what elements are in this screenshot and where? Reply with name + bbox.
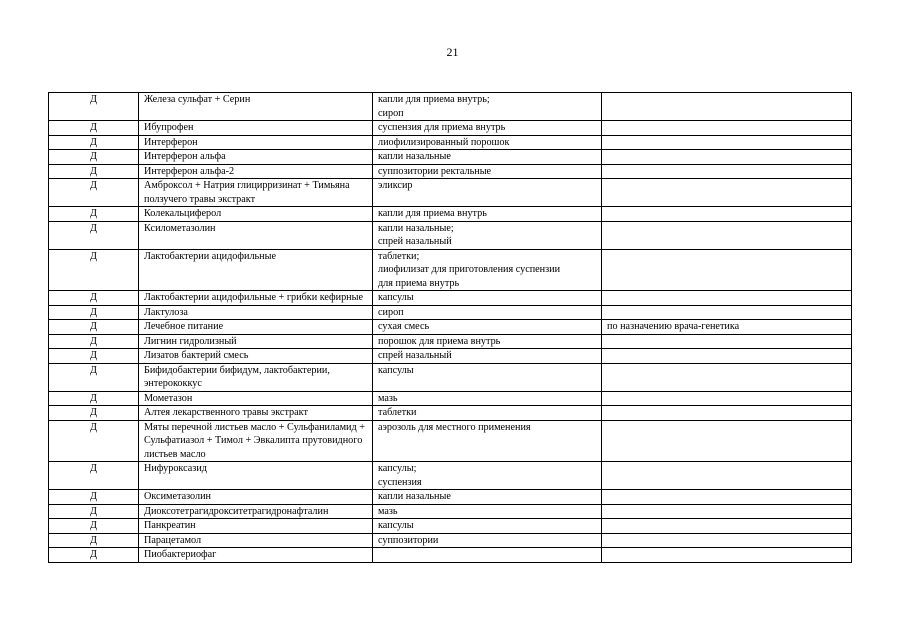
table-row [49, 391, 852, 406]
medicine-name-cell: Панкреатин [139, 519, 373, 534]
group-code-cell: Д [49, 121, 139, 136]
note-cell [602, 150, 852, 165]
medicine-name-cell: Оксиметазолин [139, 490, 373, 505]
group-code-cell: Д [49, 406, 139, 421]
table-body [49, 93, 852, 563]
dosage-form-cell [373, 533, 602, 548]
dosage-form-cell [373, 93, 602, 121]
dosage-form-cell [373, 363, 602, 391]
note-cell [602, 406, 852, 421]
dosage-form-cell [373, 249, 602, 291]
medicine-name-cell: Интерферон альфа-2 [139, 164, 373, 179]
dosage-form-cell [373, 150, 602, 165]
dosage-form-line: капли назальные; [378, 222, 454, 234]
dosage-form-line: сироп [378, 107, 404, 119]
table-row [49, 420, 852, 462]
dosage-form-line: капсулы; [378, 463, 417, 474]
dosage-form-line: порошок для приема внутрь [378, 335, 501, 347]
medicine-name-cell: Ибупрофен [139, 121, 373, 136]
dosage-form-cell [373, 504, 602, 519]
dosage-form-cell [373, 320, 602, 335]
medicine-name-cell: Амброксол + Натрия глицирризинат + Тимьяна ползучего травы экстракт [139, 179, 373, 207]
note-cell [602, 490, 852, 505]
table-row [49, 533, 852, 548]
dosage-form-line: лиофилизированный порошок [378, 136, 510, 148]
dosage-form-cell [373, 391, 602, 406]
dosage-form-line: капли назальные [378, 151, 451, 162]
group-code-cell: Д [49, 548, 139, 563]
dosage-form-line: капли назальные [378, 491, 451, 502]
medicine-name-cell: Парацетамол [139, 533, 373, 548]
medicine-name-cell: Лечебное питание [139, 320, 373, 335]
dosage-form-cell [373, 291, 602, 306]
dosage-form-cell [373, 164, 602, 179]
note-cell [602, 349, 852, 364]
dosage-form-line: эликсир [378, 180, 413, 191]
dosage-form-line: капсулы [378, 292, 414, 303]
medicine-name-cell: Мяты перечной листьев масло + Сульфаниламид + Сульфатиазол + Тимол + Эвкалипта прутовидного листьев масло [139, 420, 373, 462]
group-code-cell: Д [49, 504, 139, 519]
dosage-form-line: таблетки [378, 407, 417, 418]
table-row [49, 504, 852, 519]
note-cell [602, 391, 852, 406]
dosage-form-line: спрей назальный [378, 236, 452, 247]
note-cell [602, 135, 852, 150]
page-number: 21 [446, 45, 459, 59]
dosage-form-cell [373, 349, 602, 364]
group-code-cell: Д [49, 305, 139, 320]
medicine-name-cell: Лактобактерии ацидофильные + грибки кефирные [139, 291, 373, 306]
table-row [49, 334, 852, 349]
medicine-name-cell: Бифидобактерии бифидум, лактобактерии, энтерококкус [139, 363, 373, 391]
group-code-cell: Д [49, 179, 139, 207]
group-code-cell: Д [49, 533, 139, 548]
dosage-form-cell [373, 135, 602, 150]
dosage-form-line: лиофилизат для приготовления суспензии [378, 264, 561, 275]
table-row [49, 207, 852, 222]
table-row [49, 363, 852, 391]
medicine-name-cell: Нифуроксазид [139, 462, 373, 490]
dosage-form-line: капсулы [378, 520, 414, 531]
medicine-name-cell: Лактулоза [139, 305, 373, 320]
dosage-form-cell [373, 221, 602, 249]
note-cell [602, 221, 852, 249]
note-cell [602, 519, 852, 534]
dosage-form-cell [373, 519, 602, 534]
note-cell [602, 93, 852, 121]
dosage-form-line: капсулы [378, 364, 414, 376]
medicine-name-cell: Интерферон альфа [139, 150, 373, 165]
note-cell [602, 504, 852, 519]
group-code-cell: Д [49, 150, 139, 165]
dosage-form-cell [373, 305, 602, 320]
table-row [49, 291, 852, 306]
note-cell [602, 548, 852, 563]
dosage-form-cell [373, 406, 602, 421]
table-row [49, 462, 852, 490]
dosage-form-cell [373, 121, 602, 136]
note-cell [602, 207, 852, 222]
group-code-cell: Д [49, 349, 139, 364]
table-row [49, 519, 852, 534]
dosage-form-line: спрей назальный [378, 350, 452, 361]
medicine-name-cell: Лигнин гидролизный [139, 334, 373, 349]
table-row [49, 221, 852, 249]
dosage-form-line: мазь [378, 392, 398, 404]
table-row [49, 320, 852, 335]
group-code-cell: Д [49, 320, 139, 335]
medicine-name-cell: Лизатов бактерий смесь [139, 349, 373, 364]
table-row [49, 150, 852, 165]
table-row [49, 93, 852, 121]
dosage-form-line: капли для приема внутрь; [378, 94, 490, 105]
note-cell [602, 291, 852, 306]
group-code-cell: Д [49, 334, 139, 349]
medicine-name-cell: Диоксотетрагидрокситетрагидронафталин [139, 504, 373, 519]
dosage-form-line: для приема внутрь [378, 277, 460, 289]
medicine-name-cell: Лактобактерии ацидофильные [139, 249, 373, 291]
note-cell [602, 420, 852, 462]
medicines-table [48, 92, 852, 563]
group-code-cell: Д [49, 221, 139, 249]
group-code-cell: Д [49, 462, 139, 490]
dosage-form-cell [373, 490, 602, 505]
note-cell [602, 249, 852, 291]
dosage-form-cell [373, 548, 602, 563]
dosage-form-line: суспензия для приема внутрь [378, 122, 506, 133]
medicine-name-cell: Колекальциферол [139, 207, 373, 222]
dosage-form-line: аэрозоль для местного применения [378, 421, 531, 433]
note-cell [602, 121, 852, 136]
medicine-name-cell: Пиобактериофаг [139, 548, 373, 563]
dosage-form-line: суспензия [378, 476, 422, 488]
note-cell [602, 533, 852, 548]
dosage-form-cell [373, 207, 602, 222]
table-row [49, 305, 852, 320]
dosage-form-cell [373, 334, 602, 349]
group-code-cell: Д [49, 391, 139, 406]
note-cell [602, 179, 852, 207]
group-code-cell: Д [49, 135, 139, 150]
group-code-cell: Д [49, 420, 139, 462]
note-cell [602, 305, 852, 320]
medicine-name-cell: Мометазон [139, 391, 373, 406]
table-row [49, 548, 852, 563]
table-row [49, 249, 852, 291]
table-row [49, 349, 852, 364]
dosage-form-line: сироп [378, 306, 404, 318]
note-cell: по назначению врача-генетика [602, 320, 852, 335]
dosage-form-line: суппозитории ректальные [378, 165, 492, 177]
group-code-cell: Д [49, 93, 139, 121]
dosage-form-line: суппозитории [378, 534, 439, 546]
table-row [49, 121, 852, 136]
group-code-cell: Д [49, 207, 139, 222]
group-code-cell: Д [49, 249, 139, 291]
table-row [49, 406, 852, 421]
dosage-form-line: таблетки; [378, 250, 420, 262]
dosage-form-cell [373, 462, 602, 490]
table-row [49, 164, 852, 179]
medicine-name-cell: Железа сульфат + Серин [139, 93, 373, 121]
note-cell [602, 363, 852, 391]
table-row [49, 179, 852, 207]
medicine-name-cell: Интерферон [139, 135, 373, 150]
medicine-name-cell: Алтея лекарственного травы экстракт [139, 406, 373, 421]
note-cell [602, 164, 852, 179]
note-cell [602, 334, 852, 349]
group-code-cell: Д [49, 291, 139, 306]
group-code-cell: Д [49, 363, 139, 391]
dosage-form-cell [373, 179, 602, 207]
dosage-form-line: сухая смесь [378, 321, 430, 332]
group-code-cell: Д [49, 490, 139, 505]
group-code-cell: Д [49, 519, 139, 534]
dosage-form-line: мазь [378, 505, 398, 517]
group-code-cell: Д [49, 164, 139, 179]
table-row [49, 490, 852, 505]
note-cell [602, 462, 852, 490]
dosage-form-line: капли для приема внутрь [378, 208, 487, 219]
table-row [49, 135, 852, 150]
medicine-name-cell: Ксилометазолин [139, 221, 373, 249]
dosage-form-cell [373, 420, 602, 462]
